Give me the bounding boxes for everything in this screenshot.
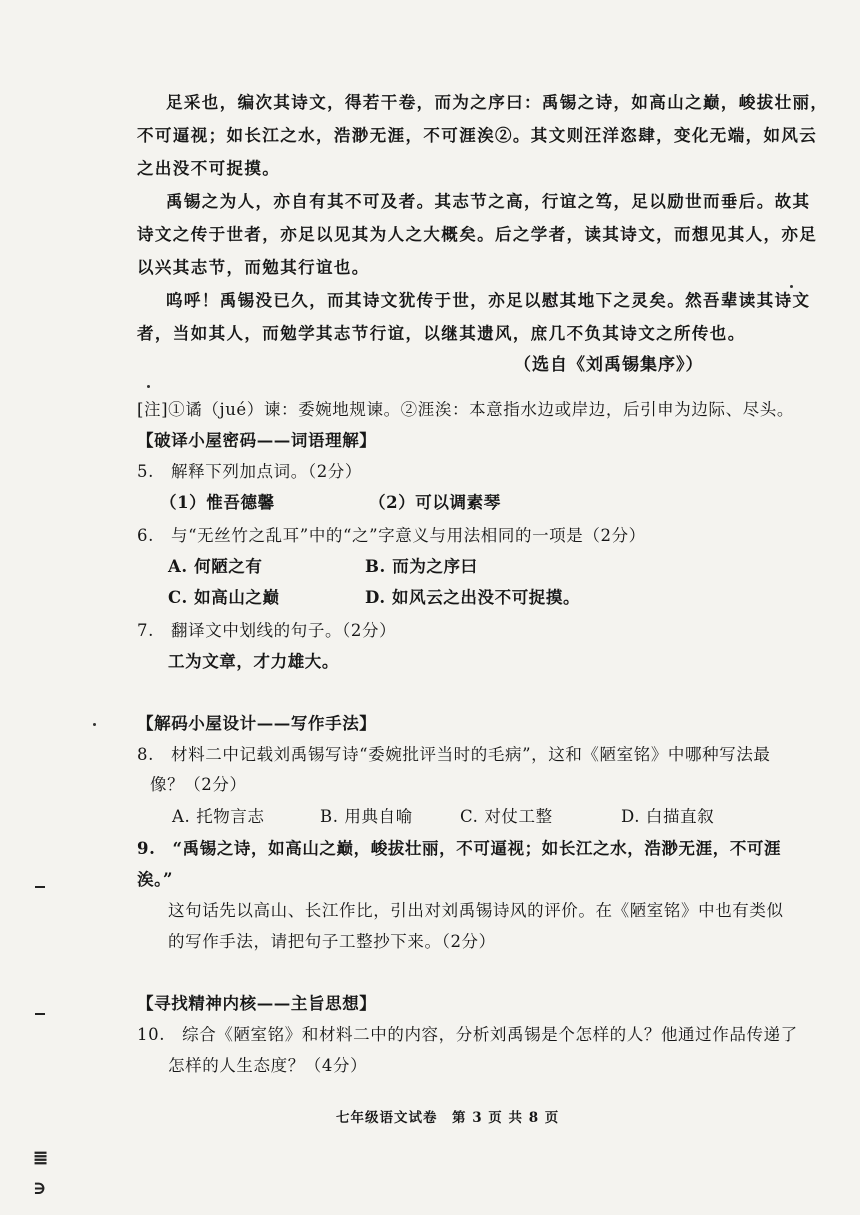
passage-line: 诗文之传于世者，亦足以见其为人之大概矣。后之学者，读其诗文，而想见其人，亦足 [137, 225, 818, 244]
option-d: D. 白描直叙 [621, 807, 715, 826]
option-b: B. 而为之序曰 [365, 557, 478, 576]
option-a: A. 何陋之有 [168, 557, 263, 576]
question-8-cont: 像？（2分） [150, 775, 247, 794]
scan-artifact: ∋ [33, 1178, 47, 1199]
scan-speck [147, 385, 150, 388]
section-title: 【解码小屋设计——写作手法】 [137, 714, 377, 733]
section-title: 【寻找精神内核——主旨思想】 [137, 994, 377, 1013]
question-5: 5. 解释下列加点词。（2分） [137, 462, 362, 481]
passage-line: 足采也，编次其诗文，得若干卷，而为之序曰：禹锡之诗，如高山之巅，峻拔壮丽， [166, 93, 829, 112]
question-9-cont: 涘。” [137, 870, 174, 889]
page-footer: 七年级语文试卷 第 3 页 共 8 页 [336, 1110, 560, 1126]
scan-artifact: ≣ [33, 1148, 49, 1169]
question-9-desc: 这句话先以高山、长江作比，引出对刘禹锡诗风的评价。在《陋室铭》中也有类似 [168, 901, 784, 920]
passage-line: 呜呼！禹锡没已久，而其诗文犹传于世，亦足以慰其地下之灵矣。然吾辈读其诗文 [166, 291, 811, 310]
scan-artifact [35, 1013, 45, 1015]
option-d: D. 如风云之出没不可捉摸。 [365, 588, 581, 607]
section-title: 【破译小屋密码——词语理解】 [137, 431, 377, 450]
option-a: A. 托物言志 [172, 807, 265, 826]
question-5-items: （1）惟吾德馨 （2）可以调素琴 [160, 493, 501, 512]
passage-line: 禹锡之为人，亦自有其不可及者。其志节之高，行谊之笃，足以励世而垂后。故其 [166, 192, 811, 211]
passage-line: 以兴其志节，而勉其行谊也。 [137, 258, 370, 277]
scan-speck [790, 285, 793, 288]
scan-artifact [35, 886, 45, 888]
passage-line: 不可逼视；如长江之水，浩渺无涯，不可涯涘②。其文则汪洋恣肆，变化无端，如风云 [137, 126, 818, 145]
passage-source: （选自《刘禹锡集序》） [514, 355, 704, 375]
option-b: B. 用典自喻 [320, 807, 413, 826]
question-9-desc: 的写作手法，请把句子工整抄下来。（2分） [168, 932, 496, 951]
question-8: 8. 材料二中记载刘禹锡写诗“委婉批评当时的毛病”，这和《陋室铭》中哪种写法最 [137, 745, 771, 764]
question-6: 6. 与“无丝竹之乱耳”中的“之”字意义与用法相同的一项是（2分） [137, 526, 646, 545]
question-7: 7. 翻译文中划线的句子。（2分） [137, 621, 397, 640]
annotation-notes: [注]①谲（jué）谏：委婉地规谏。②涯涘：本意指水边或岸边，后引申为边际、尽头。 [137, 400, 794, 419]
question-9: 9. “禹锡之诗，如高山之巅，峻拔壮丽，不可逼视；如长江之水，浩渺无涯，不可涯 [137, 839, 782, 858]
question-10: 10. 综合《陋室铭》和材料二中的内容，分析刘禹锡是个怎样的人？他通过作品传递了 [137, 1025, 798, 1044]
passage-line: 之出没不可捉摸。 [137, 159, 281, 178]
question-7-sentence: 工为文章，才力雄大。 [168, 652, 339, 671]
question-10-cont: 怎样的人生态度？（4分） [168, 1056, 368, 1075]
option-c: C. 如高山之巅 [168, 588, 280, 607]
scan-speck [93, 723, 96, 726]
passage-line: 者，当如其人，而勉学其志节行谊，以继其遗风，庶几不负其诗文之所传也。 [137, 324, 746, 343]
option-c: C. 对仗工整 [460, 807, 553, 826]
